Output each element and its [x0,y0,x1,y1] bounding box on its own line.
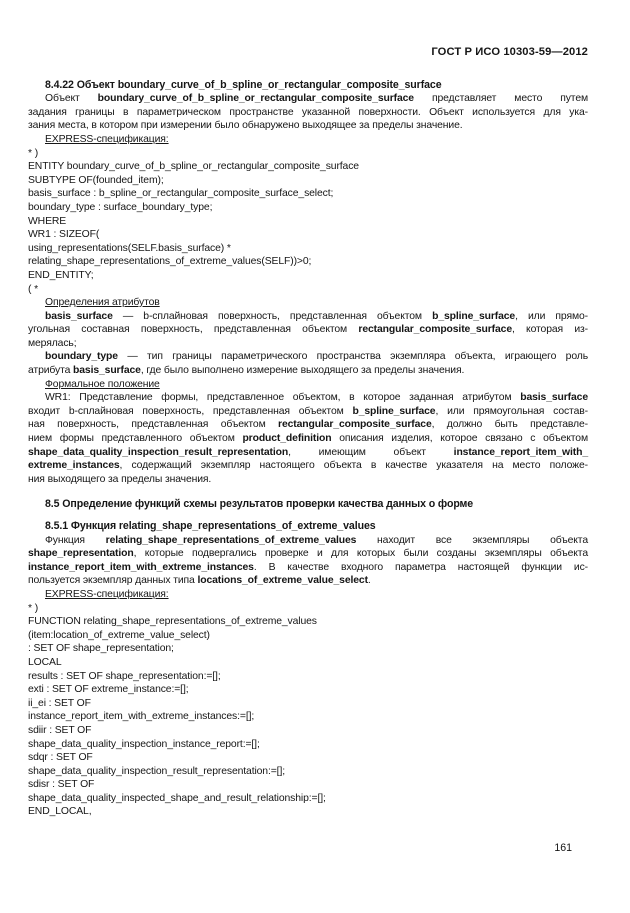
express-spec-label-text: EXPRESS-спецификация: [45,588,169,600]
paragraph-line: WR1: Представление формы, представленное объектом, в которое заданная атрибутом basis_surface [45,392,588,404]
section-heading-8-5-1: 8.5.1 Функция relating_shape_representations_of_extreme_values [45,520,376,532]
paragraph-line: зания места, в котором при измерении было обнаружено выходящее за пределы значение. [28,120,463,132]
code-line: SUBTYPE OF(founded_item); [28,174,164,186]
paragraph-line: ная поверхность, представленная объектом rectangular_composite_surface, должно быть представле- [28,419,588,431]
code-line: shape_data_quality_inspection_result_representation:=[]; [28,765,285,777]
formal-statement-label [28,378,588,392]
code-line: END_ENTITY; [28,269,94,281]
paragraph-boundary-type [28,350,588,377]
code-line: shape_data_quality_inspection_instance_report:=[]; [28,738,260,750]
paragraph-line: входит b-сплайновая поверхность, представленная объектом b_spline_surface, или прямоугольная состав- [28,405,588,417]
paragraph-line: ния выходящего за пределы значения. [28,473,212,485]
code-line: ( * [28,283,39,295]
code-line: WHERE [28,215,67,227]
paragraph-line: угольная составная поверхность, представленная объектом rectangular_composite_surface, которая из- [28,324,588,336]
section-heading-8-5: 8.5 Определение функций схемы результатов проверки качества данных о форме [45,498,474,511]
code-line: boundary_type : surface_boundary_type; [28,201,213,213]
paragraph-line: Функция relating_shape_representations_of_extreme_values находит все экземпляры объекта [45,534,588,546]
code-line: LOCAL [28,656,62,668]
code-line: * ) [28,602,39,614]
code-line: END_LOCAL, [28,806,92,818]
paragraph-basis-surface [28,310,588,351]
paragraph-line: extreme_instances, содержащий экземпляр настоящего объекта в качестве указателя на место положе- [28,460,588,472]
express-spec-label-text: EXPRESS-спецификация: [45,133,169,145]
paragraph-line: boundary_type — тип границы параметрического пространства экземпляра объекта, играющего роль [45,351,588,363]
paragraph-line: basis_surface — b-сплайновая поверхность, представленная объектом b_spline_surface, или прямо- [45,310,588,322]
paragraph-8-5-1-intro [28,534,588,588]
paragraph-line: instance_report_item_with_extreme_instances. В качестве входного параметра настоящей функции ис- [28,561,588,573]
running-header: ГОСТ Р ИСО 10303-59—2012 [431,46,588,58]
paragraph-line: задания границы в параметрическом пространстве указанной поверхности. Объект используется для ука- [28,106,588,118]
code-line: instance_report_item_with_extreme_instances:=[]; [28,711,255,723]
code-line: results : SET OF shape_representation:=[]; [28,670,221,682]
paragraph-line: мерялась; [28,337,77,349]
express-spec-label-2 [28,588,588,602]
section-heading-8-4-22: 8.4.22 Объект boundary_curve_of_b_spline_or_rectangular_composite_surface [45,78,442,91]
paragraph-line: пользуется экземпляр данных типа locations_of_extreme_value_select. [28,575,371,587]
code-line: basis_surface : b_spline_or_rectangular_composite_surface_select; [28,188,334,200]
code-line: shape_data_quality_inspected_shape_and_result_relationship:=[]; [28,792,326,804]
code-line: WR1 : SIZEOF( [28,229,100,241]
paragraph-wr1 [28,391,588,486]
code-line: : SET OF shape_representation; [28,643,174,655]
code-line: * ) [28,147,39,159]
paragraph-line: Объект boundary_curve_of_b_spline_or_rectangular_composite_surface представляет место путем [45,93,588,105]
formal-statement-label-text: Формальное положение [45,378,160,390]
attribute-definitions-label [28,296,588,310]
express-code-block-entity [28,147,588,297]
paragraph-line: shape_representation, которые подвергались проверке и для которых были созданы экземпляры объекта [28,548,588,560]
express-spec-label-1 [28,133,588,147]
attribute-definitions-label-text: Определения атрибутов [45,297,160,309]
paragraph-line: атрибута basis_surface, где было выполнено измерение выходящего за пределы значения. [28,365,465,377]
code-line: relating_shape_representations_of_extreme_values(SELF))>0; [28,256,312,268]
express-code-block-function [28,602,588,820]
code-line: exti : SET OF extreme_instance:=[]; [28,684,189,696]
code-line: ii_ei : SET OF [28,697,91,709]
code-line: sdiir : SET OF [28,724,92,736]
code-line: sdqr : SET OF [28,752,93,764]
paragraph-line: нием формы представленного объектом product_definition описания изделия, которое связано с объектом [28,433,588,445]
code-line: ENTITY boundary_curve_of_b_spline_or_rectangular_composite_surface [28,161,359,173]
code-line: using_representations(SELF.basis_surface) * [28,242,231,254]
page-number: 161 [554,842,572,855]
paragraph-line: shape_data_quality_inspection_result_representation, имеющим объект instance_report_item_with_ [28,446,588,458]
code-line: (item:location_of_extreme_value_select) [28,629,210,641]
paragraph-8-4-22-intro [28,92,588,133]
code-line: FUNCTION relating_shape_representations_of_extreme_values [28,616,317,628]
code-line: sdisr : SET OF [28,779,95,791]
